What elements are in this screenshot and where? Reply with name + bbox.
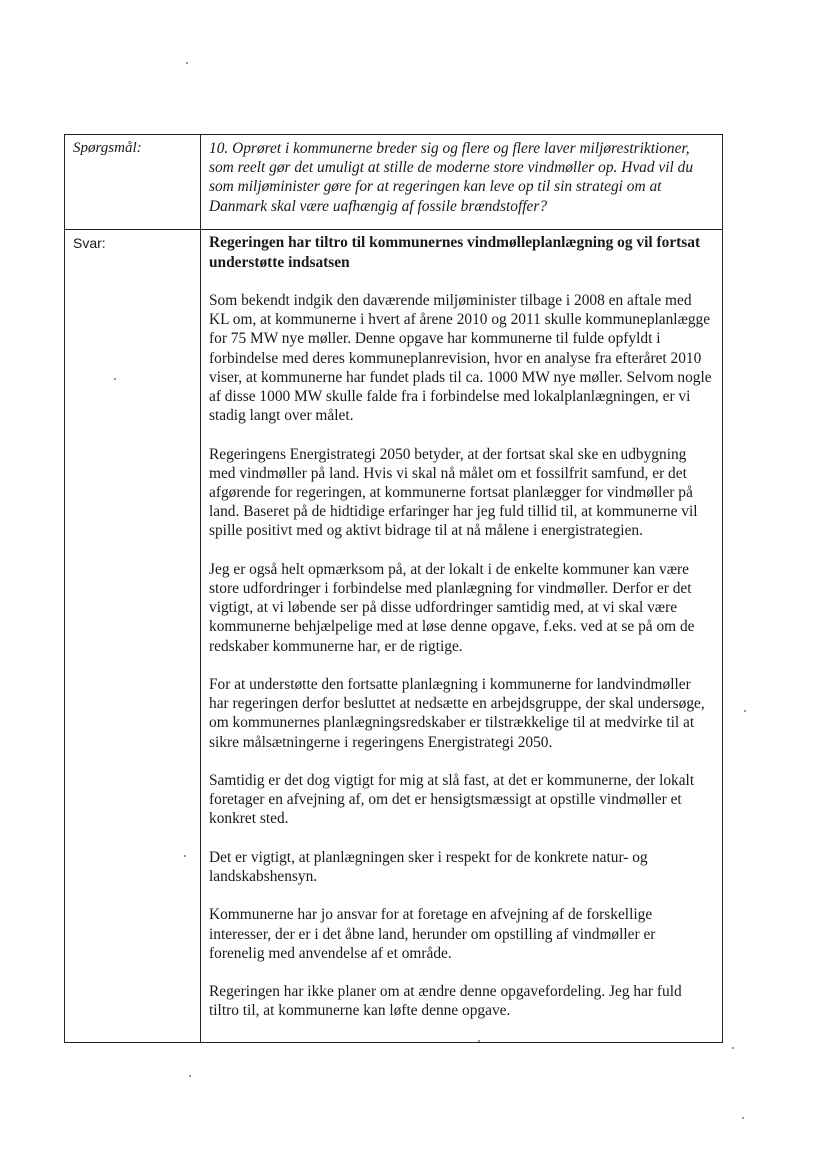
scan-speck <box>189 1075 191 1077</box>
question-answer-table <box>64 134 723 1043</box>
scan-speck <box>114 378 116 380</box>
scan-speck <box>184 855 186 857</box>
answer-paragraph: Som bekendt indgik den daværende miljøminister tilbage i 2008 en aftale med KL om, at kommunerne i hvert af årene 2010 og 2011 skulle kommuneplanlægge for 75 MW nye møller. Denne opgave har kommunerne til fulde opfyldt i forbindelse med deres kommuneplanrevision, hvor en analyse fra efteråret 2010 viser, at kommunerne har fundet plads til ca. 1000 MW nye møller. Selvom nogle af disse 1000 MW skulle falde fra i forbindelse med lokalplanlægningen, er vi stadig langt over målet. <box>209 292 712 425</box>
question-text: 10. Oprøret i kommunerne breder sig og flere og flere laver miljørestriktioner, som reelt gør det umuligt at stille de moderne store vindmøller op. Hvad vil du som miljøminister gøre for at regeringen kan leve op til sin strategi om at Danmark skal være uafhængig af fossile brændstoffer? <box>209 140 694 215</box>
answer-paragraph: Regeringens Energistrategi 2050 betyder, at der fortsat skal ske en udbygning med vindmøller på land. Hvis vi skal nå målet om et fossilfrit samfund, er det afgørende for regeringen, at kommunerne fortsat planlægger for vindmøller på land. Baseret på de hidtidige erfaringer har jeg fuld tillid til, at kommunerne vil spille positivt med og aktivt bidrage til at nå målene i energistrategien. <box>209 445 698 540</box>
answer-paragraph: For at understøtte den fortsatte planlægning i kommunerne for landvindmøller har regeringen derfor besluttet at nedsætte en arbejdsgruppe, der skal undersøge, om kommunernes planlægningsredskaber er tilstrækkelige til at medvirke til at sikre målsætningerne i regeringens Energistrategi 2050. <box>209 676 705 751</box>
answer-heading: Regeringen har tiltro til kommunernes vindmølleplanlægning og vil fortsat understøtte indsatsen <box>209 234 701 271</box>
answer-paragraph: Samtidig er det dog vigtigt for mig at slå fast, at det er kommunerne, der lokalt foretager en afvejning af, om det er hensigtsmæssigt at opstille vindmøller et konkret sted. <box>209 772 695 828</box>
scan-speck <box>742 1117 744 1119</box>
answer-paragraph: Det er vigtigt, at planlægningen sker i respekt for de konkrete natur- og landskabshensyn. <box>209 848 648 886</box>
question-label: Spørgsmål: <box>65 135 201 229</box>
scan-speck <box>186 62 188 64</box>
answer-paragraph: Regeringen har ikke planer om at ændre denne opgavefordeling. Jeg har fuld tiltro til, at kommunerne kan løfte denne opgave. <box>209 983 682 1020</box>
answer-row <box>65 229 722 1042</box>
answer-label: Svar: <box>65 230 201 1042</box>
scan-speck <box>478 1040 480 1042</box>
answer-paragraph: Kommunerne har jo ansvar for at foretage en afvejning af de forskellige interesser, der er i det åbne land, herunder om opstilling af vindmøller er forenelig med anvendelse af et område. <box>209 906 656 962</box>
question-row <box>65 135 722 229</box>
scan-speck <box>732 1047 734 1049</box>
answer-body <box>201 230 722 1042</box>
scan-speck <box>744 710 746 712</box>
answer-paragraph: Jeg er også helt opmærksom på, at der lokalt i de enkelte kommuner kan være store udfordringer i forbindelse med planlægning for vindmøller. Derfor er det vigtigt, at vi løbende ser på disse udfordringer samtidig med, at vi skal være kommunerne behjælpelige med at løse denne opgave, f.eks. ved at se på om de redskaber kommunerne har, er de rigtige. <box>209 560 695 655</box>
